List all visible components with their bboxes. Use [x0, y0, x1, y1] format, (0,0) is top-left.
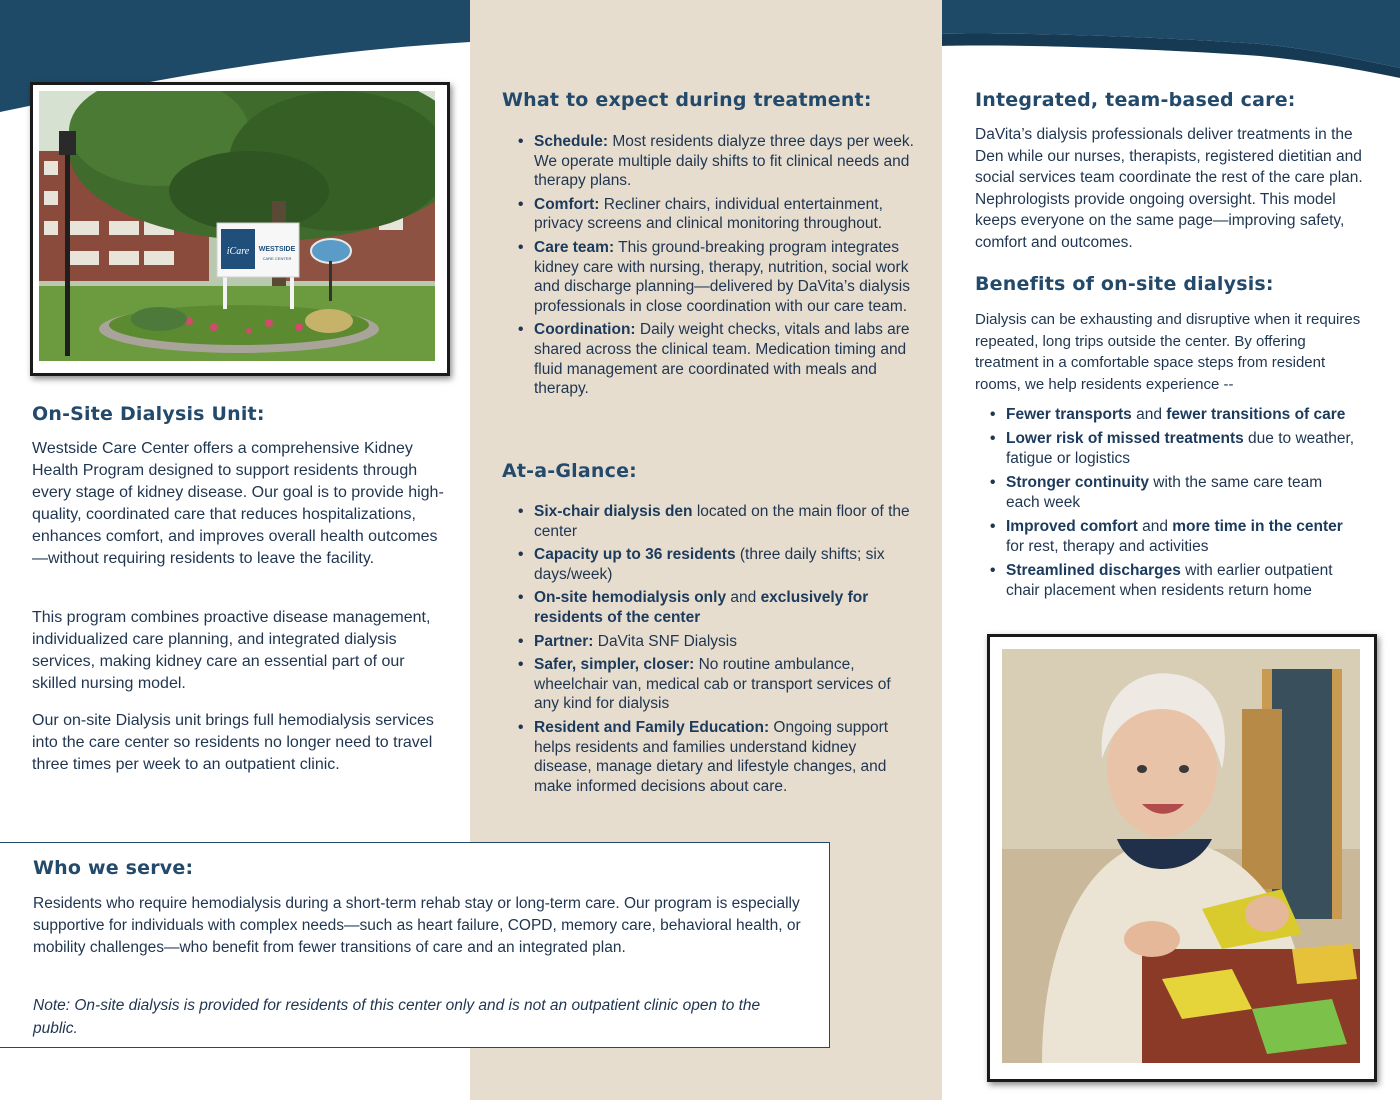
- expect-heading: What to expect during treatment:: [502, 89, 872, 111]
- list-item: • Resident and Family Education: Ongoing support helps residents and families understand kidney disease, manage dietary and lifestyle changes, and make informed decisions about care.: [518, 718, 916, 796]
- benefits-intro: Dialysis can be exhausting and disruptive when it requires repeated, long trips outside the center. By offering treatment in a comfortable space steps from resident rooms, we help residents experience --: [975, 311, 1361, 393]
- list-item: • On-site hemodialysis only and exclusively for residents of the center: [518, 588, 916, 627]
- list-item: • Partner: DaVita SNF Dialysis: [518, 632, 916, 652]
- list-item: • Fewer transports and fewer transitions of care: [990, 405, 1360, 425]
- who-we-serve-box: [0, 842, 830, 1048]
- list-item: • Six-chair dialysis den located on the main floor of the center: [518, 502, 916, 541]
- integrated-care-heading: Integrated, team-based care:: [975, 89, 1296, 111]
- who-we-serve-heading: Who we serve:: [33, 857, 194, 879]
- sign-name-text: WESTSIDE: [258, 246, 296, 253]
- list-item: • Schedule: Most residents dialyze three days per week. We operate multiple daily shifts to fit clinical needs and therapy plans.: [518, 132, 916, 191]
- list-item: • Improved comfort and more time in the center for rest, therapy and activities: [990, 517, 1360, 557]
- list-item: • Comfort: Recliner chairs, individual entertainment, privacy screens and clinical monitoring throughout.: [518, 195, 916, 234]
- onsite-dialysis-heading: On-Site Dialysis Unit:: [32, 403, 265, 425]
- integrated-care-paragraph: DaVita’s dialysis professionals deliver treatments in the Den while our nurses, therapists, registered dietitian and social services team coordinate the rest of the care plan. Nephrologists provide ongoing oversight. This model keeps everyone on the same page—improving safety, comfort and outcomes.: [975, 126, 1363, 251]
- sign-sub-text: CARE CENTER: [262, 256, 292, 261]
- building-photo: [30, 82, 450, 376]
- resident-photo: [987, 634, 1377, 1082]
- benefits-heading: Benefits of on-site dialysis:: [975, 273, 1274, 295]
- list-item: • Capacity up to 36 residents (three daily shifts; six days/week): [518, 545, 916, 584]
- list-item: • Lower risk of missed treatments due to weather, fatigue or logistics: [990, 429, 1360, 469]
- list-item: • Care team: This ground-breaking program integrates kidney care with nursing, therapy, nutrition, social work and discharge planning—delivered by DaVita’s dialysis professionals in close coordination with our care team.: [518, 238, 916, 316]
- list-item: • Safer, simpler, closer: No routine ambulance, wheelchair van, medical cab or transport services of any kind for dialysis: [518, 655, 916, 714]
- benefits-list: [990, 405, 1360, 605]
- glance-heading: At-a-Glance:: [502, 460, 637, 482]
- onsite-paragraph-3: Our on-site Dialysis unit brings full hemodialysis services into the care center so residents no longer need to travel three times per week to an outpatient clinic.: [32, 712, 434, 773]
- list-item: • Coordination: Daily weight checks, vitals and labs are shared across the clinical team. Medication timing and fluid management are coordinated with meals and therapy.: [518, 320, 916, 398]
- onsite-paragraph-1: Westside Care Center offers a comprehensive Kidney Health Program designed to support residents through every stage of kidney disease. Our goal is to provide high-quality, coordinated care that reduces hospitalizations, enhances comfort, and improves overall health outcomes—without requiring residents to leave the facility.: [32, 440, 444, 567]
- onsite-paragraph-2: This program combines proactive disease management, individualized care planning, and integrated dialysis services, making kidney care an essential part of our skilled nursing model.: [32, 609, 431, 692]
- sign-logo-text: iCare: [226, 246, 250, 257]
- glance-list: [518, 502, 916, 800]
- list-item: • Streamlined discharges with earlier outpatient chair placement when residents return home: [990, 561, 1360, 601]
- who-we-serve-text: Residents who require hemodialysis during a short-term rehab stay or long-term care. Our program is especially supportive for individuals with complex needs—such as heart failure, COPD, memory care, behavioral health, or mobility challenges—who benefit from fewer transitions of care and an integrated plan.: [33, 895, 801, 956]
- expect-list: [518, 132, 916, 403]
- list-item: • Stronger continuity with the same care team each week: [990, 473, 1360, 513]
- who-we-serve-note: Note: On-site dialysis is provided for residents of this center only and is not an outpatient clinic open to the public.: [33, 997, 761, 1037]
